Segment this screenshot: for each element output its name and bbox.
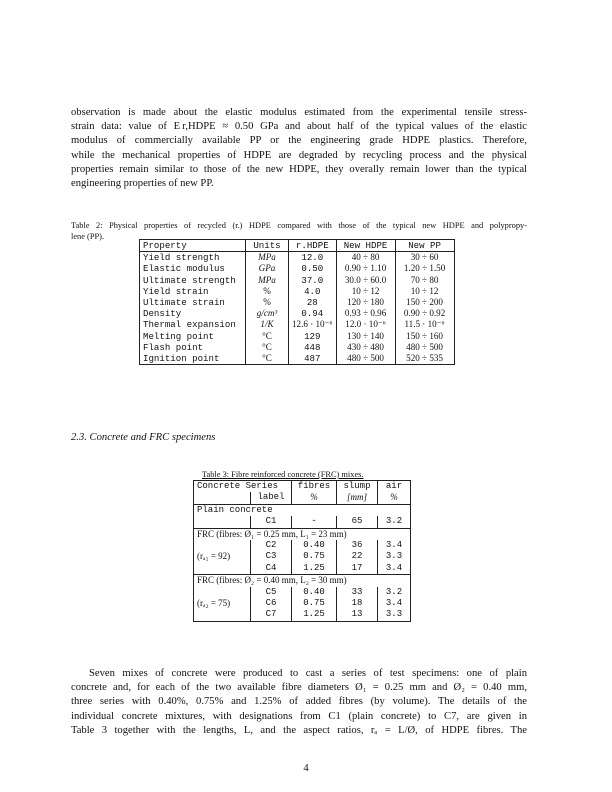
cell: Ignition point xyxy=(140,353,246,365)
cell: 30 ÷ 60 xyxy=(395,252,454,264)
cell: 0.40 xyxy=(292,587,337,598)
cell: % xyxy=(246,297,289,308)
caption-line: lene (PP). xyxy=(71,231,105,241)
cell: 3.4 xyxy=(385,598,403,609)
cell: 30.0 ÷ 60.0 xyxy=(336,275,395,286)
header-cell: air xyxy=(385,481,403,491)
cell: C2 xyxy=(251,540,292,551)
text-line: while the mechanical properties of HDPE are degraded by recycling process and the physical xyxy=(71,149,527,161)
cell: C3 xyxy=(251,551,292,562)
cell: 40 ÷ 80 xyxy=(336,252,395,264)
cell: 150 ÷ 160 xyxy=(395,331,454,342)
table-row xyxy=(194,609,411,621)
cell: 520 ÷ 535 xyxy=(395,353,454,365)
cell xyxy=(194,516,251,528)
cell: 129 xyxy=(289,331,337,342)
cell: 18 xyxy=(337,598,378,609)
cell: Density xyxy=(140,308,246,319)
cell: 120 ÷ 180 xyxy=(336,297,395,308)
cell: 0.90 ÷ 0.92 xyxy=(395,308,454,319)
table-row xyxy=(140,275,455,286)
table-row xyxy=(140,353,455,365)
header-cell xyxy=(194,492,251,504)
table-row xyxy=(140,263,455,274)
header-cell: % xyxy=(378,492,411,504)
cell: 1.25 xyxy=(292,609,337,621)
cell: 0.75 xyxy=(292,598,337,609)
cell: 33 xyxy=(337,587,378,598)
cell: 3.4 xyxy=(385,540,403,551)
cell: 4.0 xyxy=(289,286,337,297)
header-cell: New HDPE xyxy=(336,240,395,252)
table3-frc-mixes xyxy=(193,480,411,622)
cell: C7 xyxy=(251,609,292,621)
header-cell: Concrete Series xyxy=(194,481,292,493)
aspect-ratio-label: (rₐ₂ = 75) xyxy=(194,598,251,609)
text-line: individual concrete mixtures, with designations from C1 (plain concrete) to C7, are given in xyxy=(71,710,527,722)
cell xyxy=(194,563,251,575)
cell: 0.75 xyxy=(292,551,337,562)
cell: MPa xyxy=(246,252,289,264)
aspect-ratio-label: (rₐ₁ = 92) xyxy=(194,551,251,562)
table-row xyxy=(194,540,411,551)
table-row xyxy=(140,342,455,353)
cell: Flash point xyxy=(140,342,246,353)
table-row xyxy=(140,319,455,330)
cell: 1.20 ÷ 1.50 xyxy=(395,263,454,274)
cell: C1 xyxy=(251,516,292,528)
cell xyxy=(194,587,251,598)
cell: 0.94 xyxy=(289,308,337,319)
cell: Melting point xyxy=(140,331,246,342)
header-cell: r.HDPE xyxy=(289,240,337,252)
cell xyxy=(194,540,251,551)
text-line: modulus of commercially available PP or the engineering grade HDPE plastics. Therefore, xyxy=(71,135,527,147)
cell: 65 xyxy=(337,516,378,528)
cell: 0.40 xyxy=(292,540,337,551)
cell: 17 xyxy=(337,563,378,575)
text-line: Seven mixes of concrete were produced to cast a series of test specimens: one of plain xyxy=(89,668,527,679)
cell: 37.0 xyxy=(289,275,337,286)
cell: C5 xyxy=(251,587,292,598)
table-row xyxy=(194,551,411,562)
cell xyxy=(194,609,251,621)
cell: °C xyxy=(246,353,289,365)
table-header-row xyxy=(140,240,455,252)
text-line: Table 3 together with the lengths, L, and the aspect ratios, rₐ = L/Ø, of HDPE fibres. The xyxy=(71,724,527,736)
cell: 480 ÷ 500 xyxy=(336,353,395,365)
table-row xyxy=(194,598,411,609)
cell: 1.25 xyxy=(292,563,337,575)
cell: 0.50 xyxy=(289,263,337,274)
paragraph-elastic-modulus xyxy=(71,106,527,191)
cell: 0.90 ÷ 1.10 xyxy=(336,263,395,274)
cell: C6 xyxy=(251,598,292,609)
cell: 12.0 xyxy=(289,252,337,264)
header-cell: fibres xyxy=(292,481,337,493)
cell: g/cm³ xyxy=(246,308,289,319)
cell: 13 xyxy=(337,609,378,621)
cell: 10 ÷ 12 xyxy=(395,286,454,297)
table2-properties xyxy=(139,239,455,365)
text-line: observation is made about the elastic modulus estimated from the experimental tensile stress- xyxy=(71,107,527,118)
cell: 448 xyxy=(289,342,337,353)
table-row xyxy=(194,587,411,598)
header-cell: [mm] xyxy=(337,492,378,504)
text-line: three series with 0.40%, 0.75% and 1.25% of added fibres (by volume). The details of the xyxy=(71,696,527,708)
cell: 12.6 · 10⁻⁶ xyxy=(289,319,337,330)
table-row xyxy=(140,331,455,342)
cell: 11.5 · 10⁻⁶ xyxy=(395,319,454,330)
cell: 3.2 xyxy=(378,516,411,528)
cell: 487 xyxy=(289,353,337,365)
cell: 1/K xyxy=(246,319,289,330)
table-row xyxy=(194,516,411,528)
cell: 3.4 xyxy=(378,563,411,575)
cell: Yield strength xyxy=(140,252,246,264)
cell: 130 ÷ 140 xyxy=(336,331,395,342)
text-line: properties remain similar to those of the new HDPE, they overally remain lower than the typical xyxy=(71,163,527,175)
group-label: FRC (fibres: Ø₁ = 0.25 mm, L₁ = 23 mm) xyxy=(197,528,347,539)
header-cell: slump xyxy=(337,481,378,493)
cell: 10 ÷ 12 xyxy=(336,286,395,297)
group-row xyxy=(194,528,411,540)
cell: 480 ÷ 500 xyxy=(395,342,454,353)
text-line: concrete and, for each of the two available fibre diameters Ø₁ = 0.25 mm and Ø₂ = 0.40 mm, xyxy=(71,682,527,694)
text-line: engineering properties of new PP. xyxy=(71,178,214,190)
group-row xyxy=(194,575,411,587)
table-row xyxy=(140,297,455,308)
text-line: strain data: value of E r,HDPE ≈ 0.50 GPa and about half of the typical values of the elastic xyxy=(71,121,527,133)
cell: 22 xyxy=(337,551,378,562)
caption-line: Table 2: Physical properties of recycled (r.) HDPE compared with those of the typical new HDPE and polypropy- xyxy=(71,221,527,230)
cell: % xyxy=(246,286,289,297)
group-row xyxy=(194,504,411,516)
cell: Elastic modulus xyxy=(140,263,246,274)
header-cell: Property xyxy=(140,240,246,252)
table-row xyxy=(140,308,455,319)
cell: 430 ÷ 480 xyxy=(336,342,395,353)
cell: 36 xyxy=(337,540,378,551)
cell: 12.0 · 10⁻⁶ xyxy=(336,319,395,330)
cell: 28 xyxy=(289,297,337,308)
header-cell: label xyxy=(251,492,292,504)
table-row xyxy=(140,252,455,264)
table3-caption: Table 3: Fibre reinforced concrete (FRC) mixes. xyxy=(202,470,364,479)
cell: Ultimate strength xyxy=(140,275,246,286)
cell: °C xyxy=(246,342,289,353)
cell: 3.3 xyxy=(385,609,403,620)
table-header-row xyxy=(194,492,411,504)
cell: - xyxy=(292,516,337,528)
header-cell: Units xyxy=(246,240,289,252)
cell: Yield strain xyxy=(140,286,246,297)
paragraph-concrete-mixes xyxy=(71,667,527,738)
section-heading: 2.3. Concrete and FRC specimens xyxy=(71,432,216,443)
group-label: FRC (fibres: Ø₂ = 0.40 mm, L₂ = 30 mm) xyxy=(197,575,347,586)
cell: Thermal expansion xyxy=(140,319,246,330)
cell: GPa xyxy=(246,263,289,274)
cell: Ultimate strain xyxy=(140,297,246,308)
table-header-row xyxy=(194,481,411,493)
header-cell: New PP xyxy=(395,240,454,252)
table-row xyxy=(194,563,411,575)
cell: MPa xyxy=(246,275,289,286)
cell: °C xyxy=(246,331,289,342)
table-row xyxy=(140,286,455,297)
header-cell: % xyxy=(292,492,337,504)
group-label: Plain concrete xyxy=(197,504,273,515)
cell: 150 ÷ 200 xyxy=(395,297,454,308)
cell: 70 ÷ 80 xyxy=(395,275,454,286)
cell: 3.3 xyxy=(385,551,403,562)
page-number: 4 xyxy=(303,763,309,774)
cell: 0.93 ÷ 0.96 xyxy=(336,308,395,319)
cell: 3.2 xyxy=(385,586,403,597)
cell: C4 xyxy=(251,563,292,575)
